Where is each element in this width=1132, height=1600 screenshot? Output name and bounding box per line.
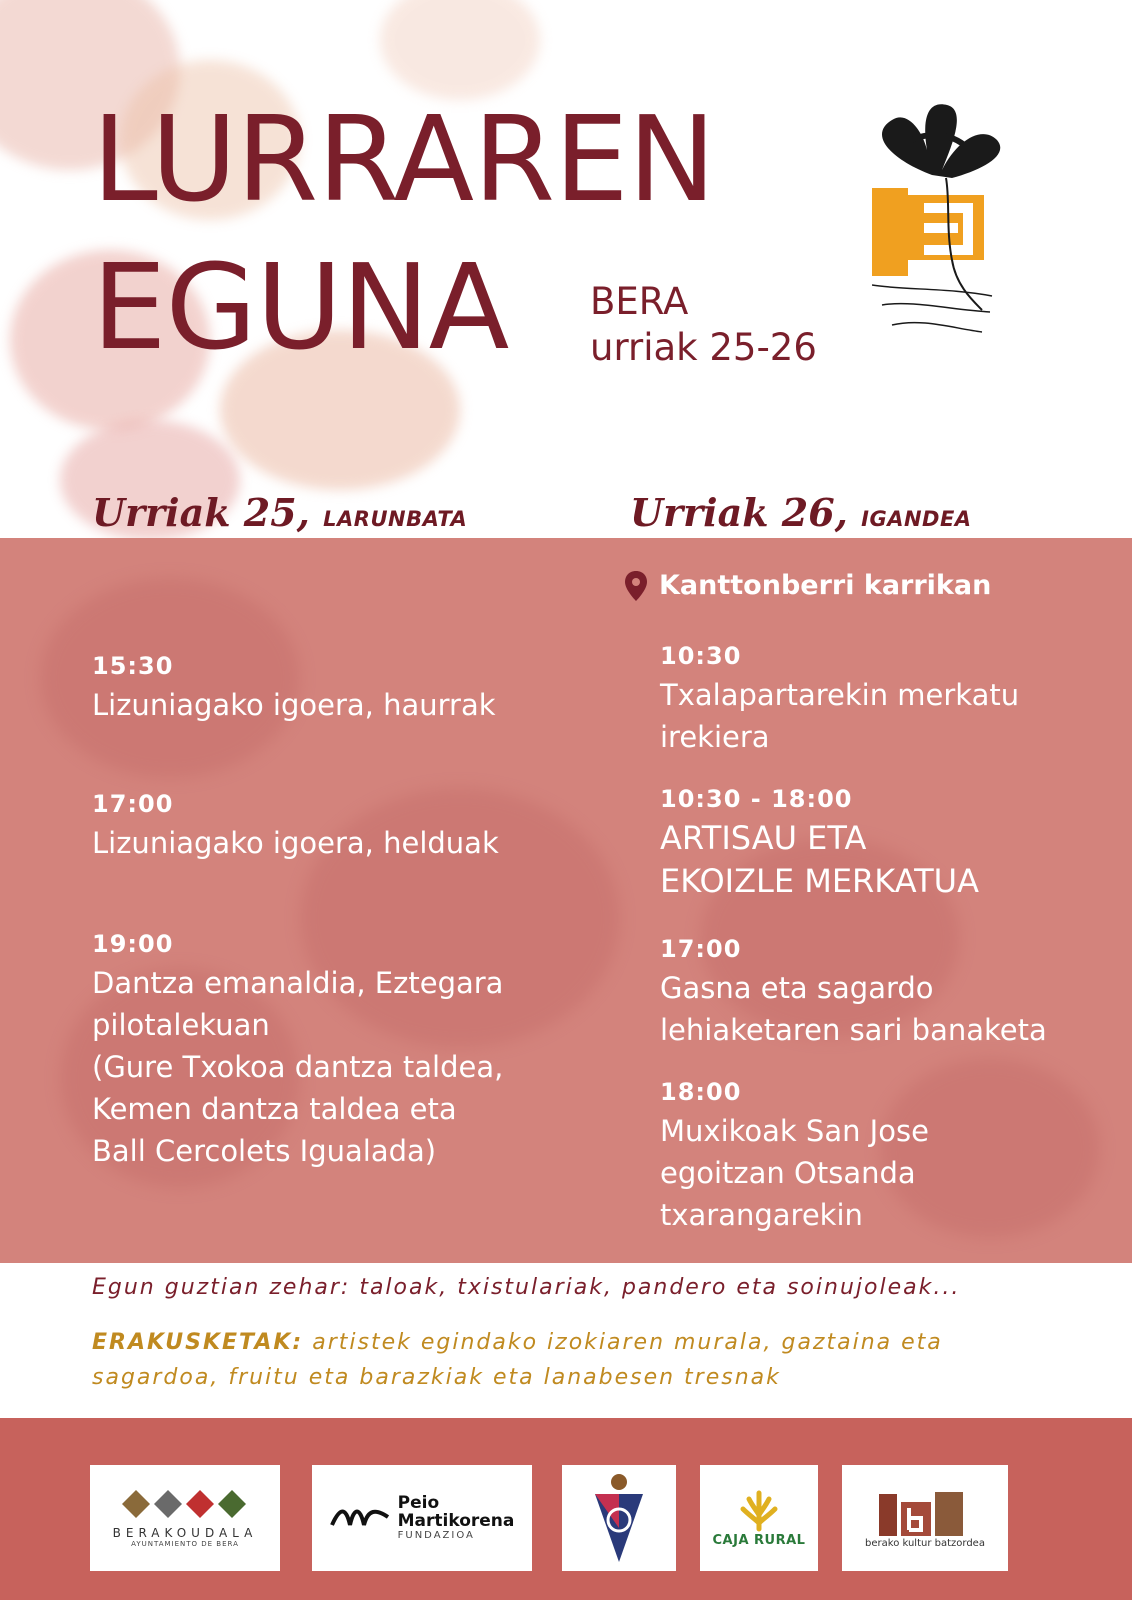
event-desc: Lizuniagako igoera, helduak [92, 826, 499, 860]
day2-event [660, 642, 1019, 758]
event-time: 18:00 [660, 1078, 742, 1106]
day1-heading [92, 490, 467, 535]
location-text: Kanttonberri karrikan [659, 570, 992, 601]
day1-event [92, 790, 499, 864]
exhibitions-label: ERAKUSKETAK: [92, 1330, 304, 1355]
sponsor-name: Martikorena [397, 1510, 515, 1531]
day1-event [92, 930, 503, 1172]
day2-date: Urriak 26, [630, 490, 848, 535]
event-time: 17:00 [92, 790, 174, 818]
exhibitions-text: artistek egindako izokiaren murala, gaztaina eta sagardoa, fruitu eta barazkiak eta lanabesen tresnak [92, 1330, 943, 1391]
event-desc: Lizuniagako igoera, haurrak [92, 688, 496, 722]
sponsor-name: berako kultur batzordea [865, 1537, 985, 1549]
event-desc: Dantza emanaldia, Eztegara pilotalekuan (Gure Txokoa dantza taldea, Kemen dantza taldea eta Ball Cercolets Igualada) [92, 966, 504, 1169]
sponsor-caja-rural [700, 1465, 818, 1571]
day2-weekday: IGANDEA [861, 507, 972, 531]
place: BERA [590, 280, 689, 323]
day2-event [660, 1078, 929, 1236]
allday-note: Egun guztian zehar: taloak, txistulariak, pandero eta soinujoleak... [92, 1275, 961, 1300]
day1-event [92, 652, 496, 726]
sponsor-sub: AYUNTAMIENTO DE BERA [131, 1540, 239, 1548]
event-desc: Gasna eta sagardo lehiaketaren sari banaketa [660, 971, 1047, 1048]
sponsor-club-crest [562, 1465, 676, 1571]
day1-weekday: LARUNBATA [323, 507, 468, 531]
sponsor-kultur-batzordea [842, 1465, 1008, 1571]
kultur-batzordea-icon [875, 1488, 975, 1538]
martikorena-mark-icon [330, 1503, 390, 1533]
sponsor-name: Peio [397, 1492, 440, 1513]
day2-event [660, 935, 1047, 1051]
club-crest-icon [589, 1472, 649, 1564]
wheat-icon [729, 1489, 789, 1533]
sponsor-sub: FUNDAZIOA [397, 1529, 475, 1541]
title-line1: LURRAREN [92, 90, 715, 228]
event-desc: ARTISAU ETA EKOIZLE MERKATUA [660, 819, 979, 901]
day2-event [660, 785, 979, 903]
day1-date: Urriak 25, [92, 490, 310, 535]
event-desc: Muxikoak San Jose egoitzan Otsanda txarangarekin [660, 1114, 929, 1233]
event-time: 10:30 - 18:00 [660, 785, 853, 813]
dates: urriak 25-26 [590, 326, 817, 369]
event-time: 15:30 [92, 652, 174, 680]
day2-heading [630, 490, 972, 535]
sponsor-bera-udala [90, 1465, 280, 1571]
sponsor-name: BERAKOUDALA [112, 1526, 258, 1540]
bera-shields-icon [120, 1488, 250, 1520]
location-label [625, 570, 991, 601]
title-line2: EGUNA [92, 238, 509, 376]
event-time: 17:00 [660, 935, 742, 963]
sponsor-name: CAJA RURAL [712, 1532, 806, 1548]
event-desc: Txalapartarekin merkatu irekiera [660, 678, 1020, 755]
location-pin-icon [625, 571, 647, 601]
sponsor-peio-martikorena [312, 1465, 532, 1571]
event-time: 19:00 [92, 930, 174, 958]
exhibitions-note [92, 1325, 1052, 1395]
beet-logo-icon [872, 100, 1012, 355]
event-time: 10:30 [660, 642, 742, 670]
